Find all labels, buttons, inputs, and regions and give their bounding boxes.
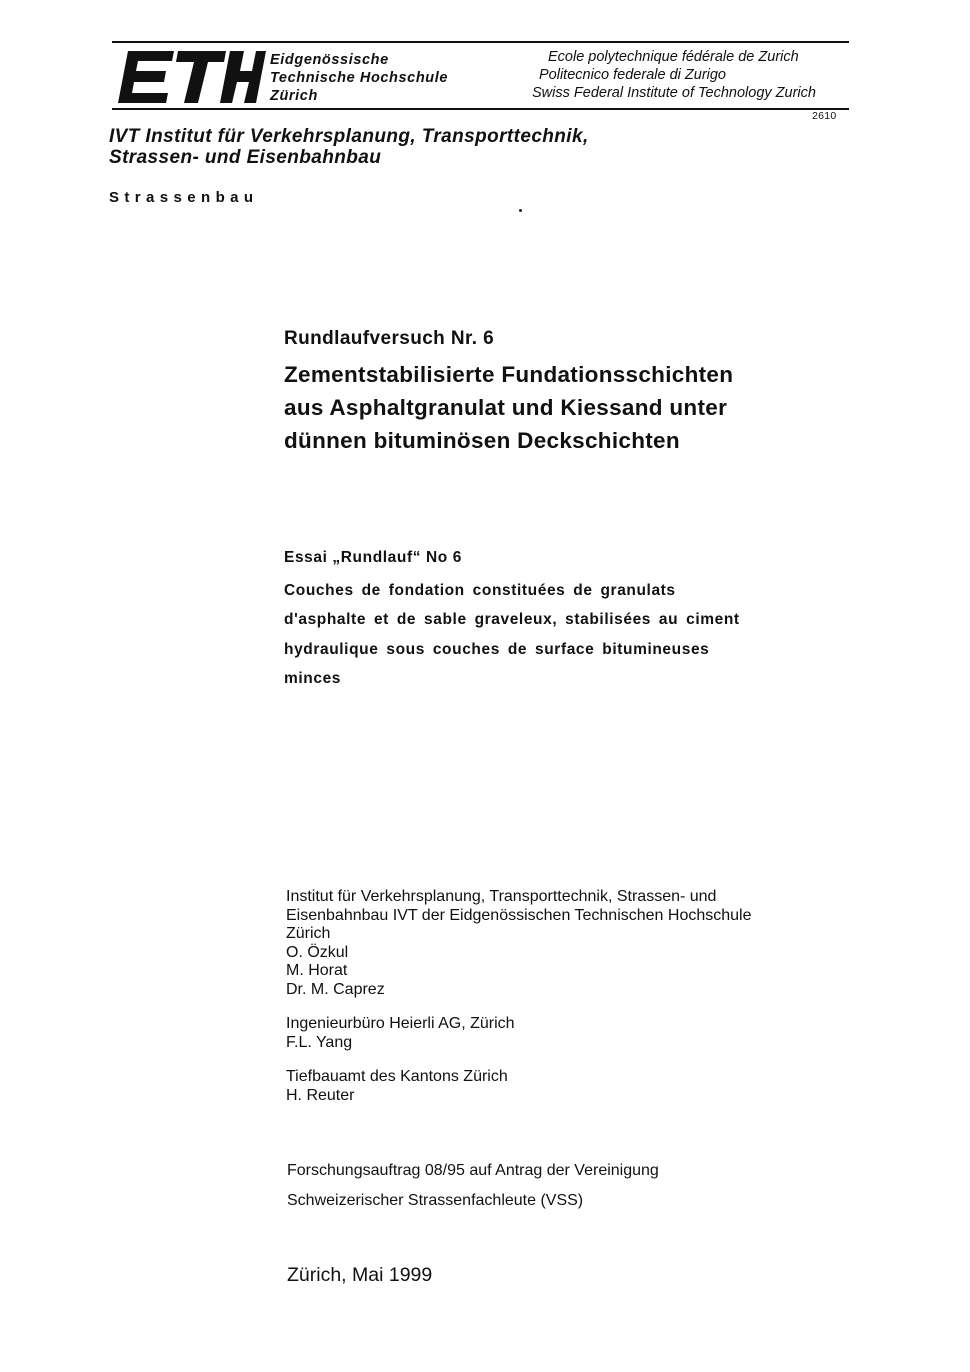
author-group-heierli <box>286 1015 752 1052</box>
french-title-line: d'asphalte et de sable graveleux, stabilisées au ciment <box>284 611 740 629</box>
german-subtitle: Rundlaufversuch Nr. 6 <box>284 328 495 349</box>
eth-german-name <box>270 51 448 105</box>
eth-name-line: Zürich <box>270 88 318 104</box>
header-bottom-rule <box>112 108 849 110</box>
author-name: Dr. M. Caprez <box>286 980 385 998</box>
author-name: O. Özkul <box>286 943 349 961</box>
author-org-line: Institut für Verkehrsplanung, Transporttechnik, Strassen- und <box>286 888 717 905</box>
author-name: M. Horat <box>286 962 348 979</box>
french-title-line: Couches de fondation constituées de granulats <box>284 582 676 599</box>
eth-name-line: Eidgenössische <box>270 52 389 68</box>
research-mandate <box>287 1156 659 1216</box>
german-title-line: Zementstabilisierte Fundationsschichten <box>284 362 734 387</box>
place-and-date: Zürich, Mai 1999 <box>287 1264 433 1286</box>
author-org-line: Tiefbauamt des Kantons Zürich <box>286 1068 508 1085</box>
eth-name-english: Swiss Federal Institute of Technology Zurich <box>532 85 816 101</box>
institute-line-2: Strassen- und Eisenbahnbau <box>109 147 382 168</box>
mandate-line-1: Forschungsauftrag 08/95 auf Antrag der Vereinigung <box>287 1162 659 1179</box>
eth-logo <box>118 51 266 103</box>
institute-name <box>109 126 589 168</box>
german-title-block <box>284 328 733 457</box>
french-title-line: minces <box>284 669 342 687</box>
header-top-rule <box>112 41 849 43</box>
author-name: H. Reuter <box>286 1086 355 1104</box>
french-subtitle: Essai „Rundlauf“ No 6 <box>284 549 462 566</box>
document-number: 2610 <box>812 110 837 122</box>
author-org-line: Zürich <box>286 925 331 942</box>
german-title-line: aus Asphaltgranulat und Kiessand unter <box>284 395 728 420</box>
author-group-tiefbauamt <box>286 1068 752 1105</box>
scan-speck <box>519 209 522 212</box>
french-title-block <box>284 547 740 693</box>
author-org-line: Ingenieurbüro Heierli AG, Zürich <box>286 1015 515 1032</box>
author-org-line: Eisenbahnbau IVT der Eidgenössischen Technischen Hochschule <box>286 906 752 924</box>
eth-name-italian: Politecnico federale di Zurigo <box>539 67 726 83</box>
german-title-line: dünnen bituminösen Deckschichten <box>284 428 680 453</box>
mandate-line-2: Schweizerischer Strassenfachleute (VSS) <box>287 1192 584 1209</box>
author-name: F.L. Yang <box>286 1033 353 1051</box>
eth-name-line: Technische Hochschule <box>270 70 449 86</box>
author-group-eth <box>286 888 752 999</box>
authors-block <box>286 888 752 1121</box>
french-title-line: hydraulique sous couches de surface bitumineuses <box>284 640 710 658</box>
eth-translated-names <box>532 48 816 102</box>
institute-line-1: IVT Institut für Verkehrsplanung, Transporttechnik, <box>109 126 589 147</box>
eth-name-french: Ecole polytechnique fédérale de Zurich <box>548 49 799 65</box>
department-name: Strassenbau <box>109 189 259 206</box>
